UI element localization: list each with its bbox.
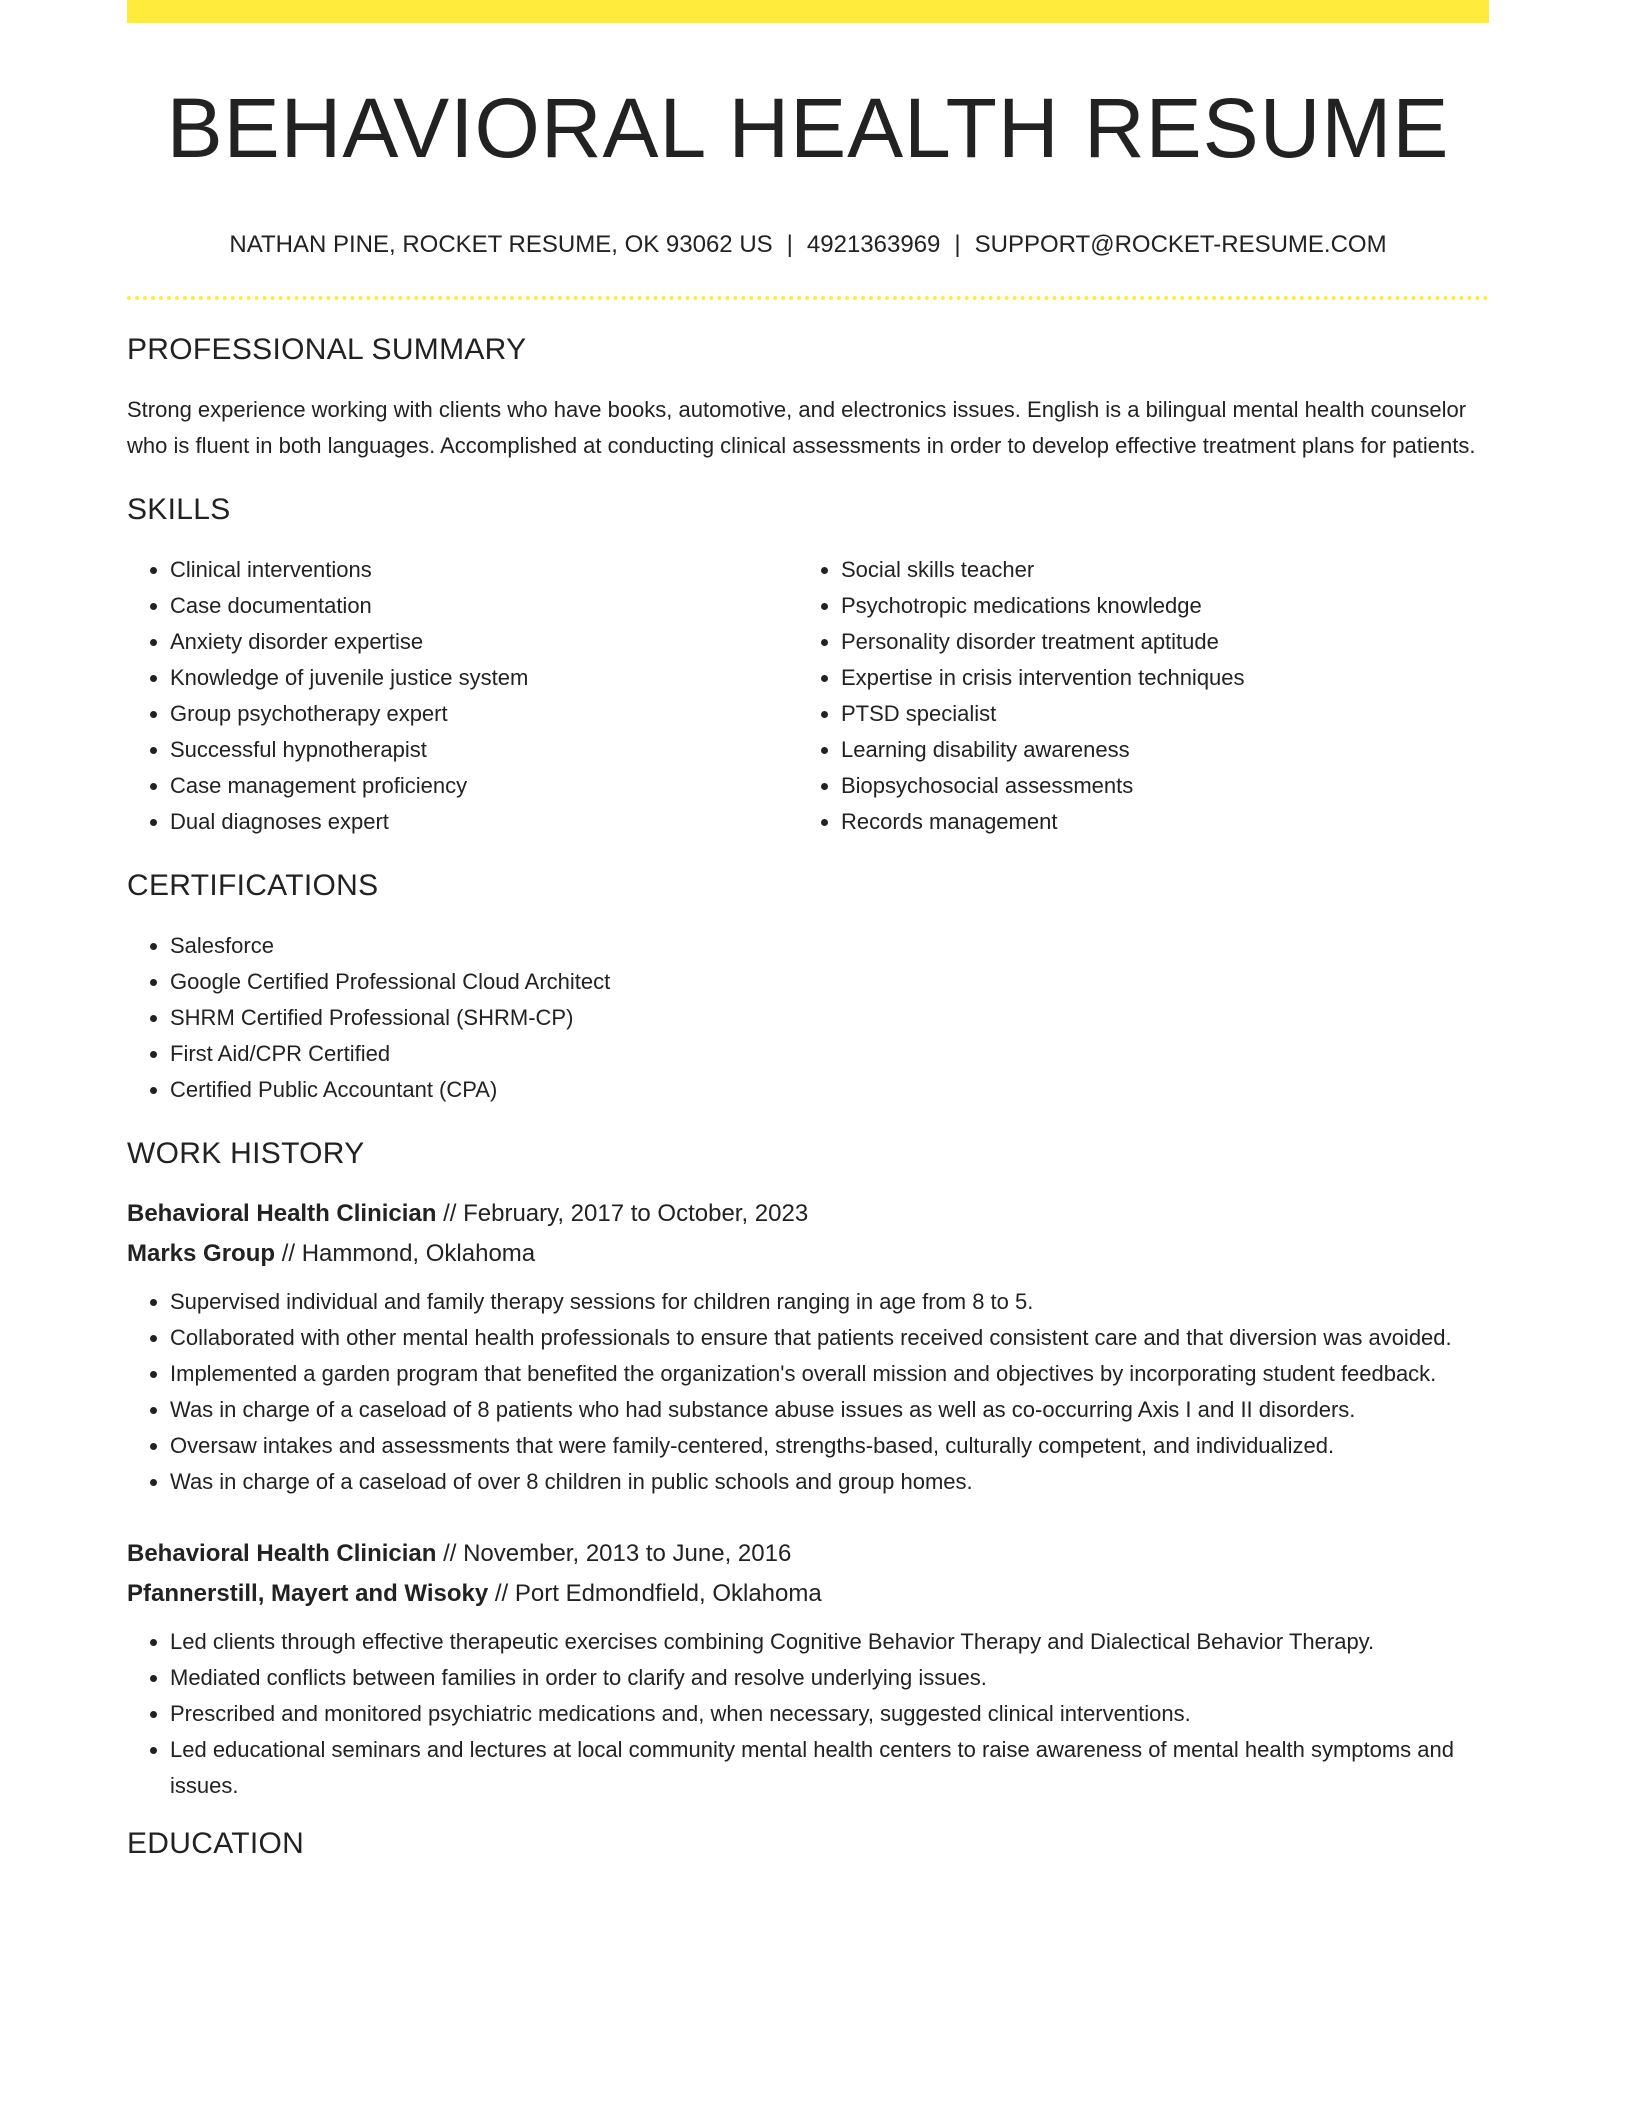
work-history-section xyxy=(127,1136,1489,1804)
job-company: Pfannerstill, Mayert and Wisoky xyxy=(127,1580,489,1607)
work-history-heading: WORK HISTORY xyxy=(127,1137,365,1170)
skill-item: • Dual diagnoses expert xyxy=(170,804,798,840)
certification-item: • Salesforce xyxy=(170,928,1489,964)
job-bullets xyxy=(127,1284,1489,1500)
job-bullet: • Was in charge of a caseload of 8 patients who had substance abuse issues as well as co-occurring Axis I and II disorders. xyxy=(170,1392,1489,1428)
resume-content xyxy=(127,0,1489,1862)
job-bullet: • Implemented a garden program that benefited the organization's overall mission and objectives by incorporating student feedback. xyxy=(170,1356,1489,1392)
skill-item: • Case management proficiency xyxy=(170,768,798,804)
job-dates: // February, 2017 to October, 2023 xyxy=(436,1200,809,1227)
resume-title: BEHAVIORAL HEALTH RESUME xyxy=(166,81,1450,175)
skills-columns xyxy=(127,552,1489,840)
job-bullet: • Prescribed and monitored psychiatric medications and, when necessary, suggested clinical interventions. xyxy=(170,1696,1489,1732)
contact-email: SUPPORT@ROCKET-RESUME.COM xyxy=(974,231,1387,258)
certification-item: • SHRM Certified Professional (SHRM-CP) xyxy=(170,1000,1489,1036)
education-heading: EDUCATION xyxy=(127,1827,305,1860)
job-bullet: • Was in charge of a caseload of over 8 children in public schools and group homes. xyxy=(170,1464,1489,1500)
skills-list-right xyxy=(798,552,1469,840)
skill-item: • Clinical interventions xyxy=(170,552,798,588)
job-bullet: • Led clients through effective therapeutic exercises combining Cognitive Behavior Therapy and Dialectical Behavior Therapy. xyxy=(170,1624,1489,1660)
job-company-line xyxy=(127,1234,1489,1274)
skill-item: • Knowledge of juvenile justice system xyxy=(170,660,798,696)
skill-item: • Anxiety disorder expertise xyxy=(170,624,798,660)
skills-column-left xyxy=(127,552,798,840)
job-title: Behavioral Health Clinician xyxy=(127,1200,437,1227)
certifications-section xyxy=(127,868,1489,1108)
job-location: // Port Edmondfield, Oklahoma xyxy=(488,1580,822,1607)
skills-column-right xyxy=(798,552,1469,840)
skill-item: • Group psychotherapy expert xyxy=(170,696,798,732)
skills-heading: SKILLS xyxy=(127,493,231,526)
job-company: Marks Group xyxy=(127,1240,276,1267)
skill-item: • Psychotropic medications knowledge xyxy=(841,588,1469,624)
job-title: Behavioral Health Clinician xyxy=(127,1540,437,1567)
header-divider xyxy=(127,296,1489,300)
job-bullet: • Led educational seminars and lectures at local community mental health centers to raise awareness of mental health symptoms and issues. xyxy=(170,1732,1489,1804)
skill-item: • Case documentation xyxy=(170,588,798,624)
skill-item: • Biopsychosocial assessments xyxy=(841,768,1469,804)
job-dates: // November, 2013 to June, 2016 xyxy=(436,1540,792,1567)
job-bullet: • Supervised individual and family therapy sessions for children ranging in age from 8 to 5. xyxy=(170,1284,1489,1320)
job-entry xyxy=(127,1194,1489,1500)
job-bullet: • Mediated conflicts between families in order to clarify and resolve underlying issues. xyxy=(170,1660,1489,1696)
summary-heading: PROFESSIONAL SUMMARY xyxy=(127,333,527,366)
certification-item: • Certified Public Accountant (CPA) xyxy=(170,1072,1489,1108)
skill-item: • Successful hypnotherapist xyxy=(170,732,798,768)
certifications-list xyxy=(127,928,1489,1108)
skill-item: • Social skills teacher xyxy=(841,552,1469,588)
certification-item: • First Aid/CPR Certified xyxy=(170,1036,1489,1072)
summary-section xyxy=(127,332,1489,464)
contact-separator: | xyxy=(954,231,961,258)
certification-item: • Google Certified Professional Cloud Architect xyxy=(170,964,1489,1000)
skill-item: • Personality disorder treatment aptitude xyxy=(841,624,1469,660)
job-location: // Hammond, Oklahoma xyxy=(275,1240,536,1267)
job-bullet: • Collaborated with other mental health professionals to ensure that patients received consistent care and that diversion was avoided. xyxy=(170,1320,1489,1356)
contact-address: NATHAN PINE, ROCKET RESUME, OK 93062 US xyxy=(229,231,773,258)
contact-line xyxy=(127,230,1489,260)
skills-section xyxy=(127,492,1489,840)
job-title-line xyxy=(127,1194,1489,1234)
contact-separator: | xyxy=(786,231,793,258)
contact-phone: 4921363969 xyxy=(806,231,941,258)
skill-item: • PTSD specialist xyxy=(841,696,1469,732)
job-company-line xyxy=(127,1574,1489,1614)
job-title-line xyxy=(127,1534,1489,1574)
certifications-heading: CERTIFICATIONS xyxy=(127,869,379,902)
skill-item: • Learning disability awareness xyxy=(841,732,1469,768)
skills-list-left xyxy=(127,552,798,840)
job-bullets xyxy=(127,1624,1489,1804)
job-entry xyxy=(127,1534,1489,1804)
summary-text: Strong experience working with clients who have books, automotive, and electronics issues. English is a bilingual mental health counselor who is fluent in both languages. Accomplished at conducting clinical assessments in order to develop effective treatment plans for patients. xyxy=(127,397,1476,458)
skill-item: • Records management xyxy=(841,804,1469,840)
job-bullet: • Oversaw intakes and assessments that were family-centered, strengths-based, culturally competent, and individualized. xyxy=(170,1428,1489,1464)
skill-item: • Expertise in crisis intervention techniques xyxy=(841,660,1469,696)
education-section xyxy=(127,1826,1489,1862)
